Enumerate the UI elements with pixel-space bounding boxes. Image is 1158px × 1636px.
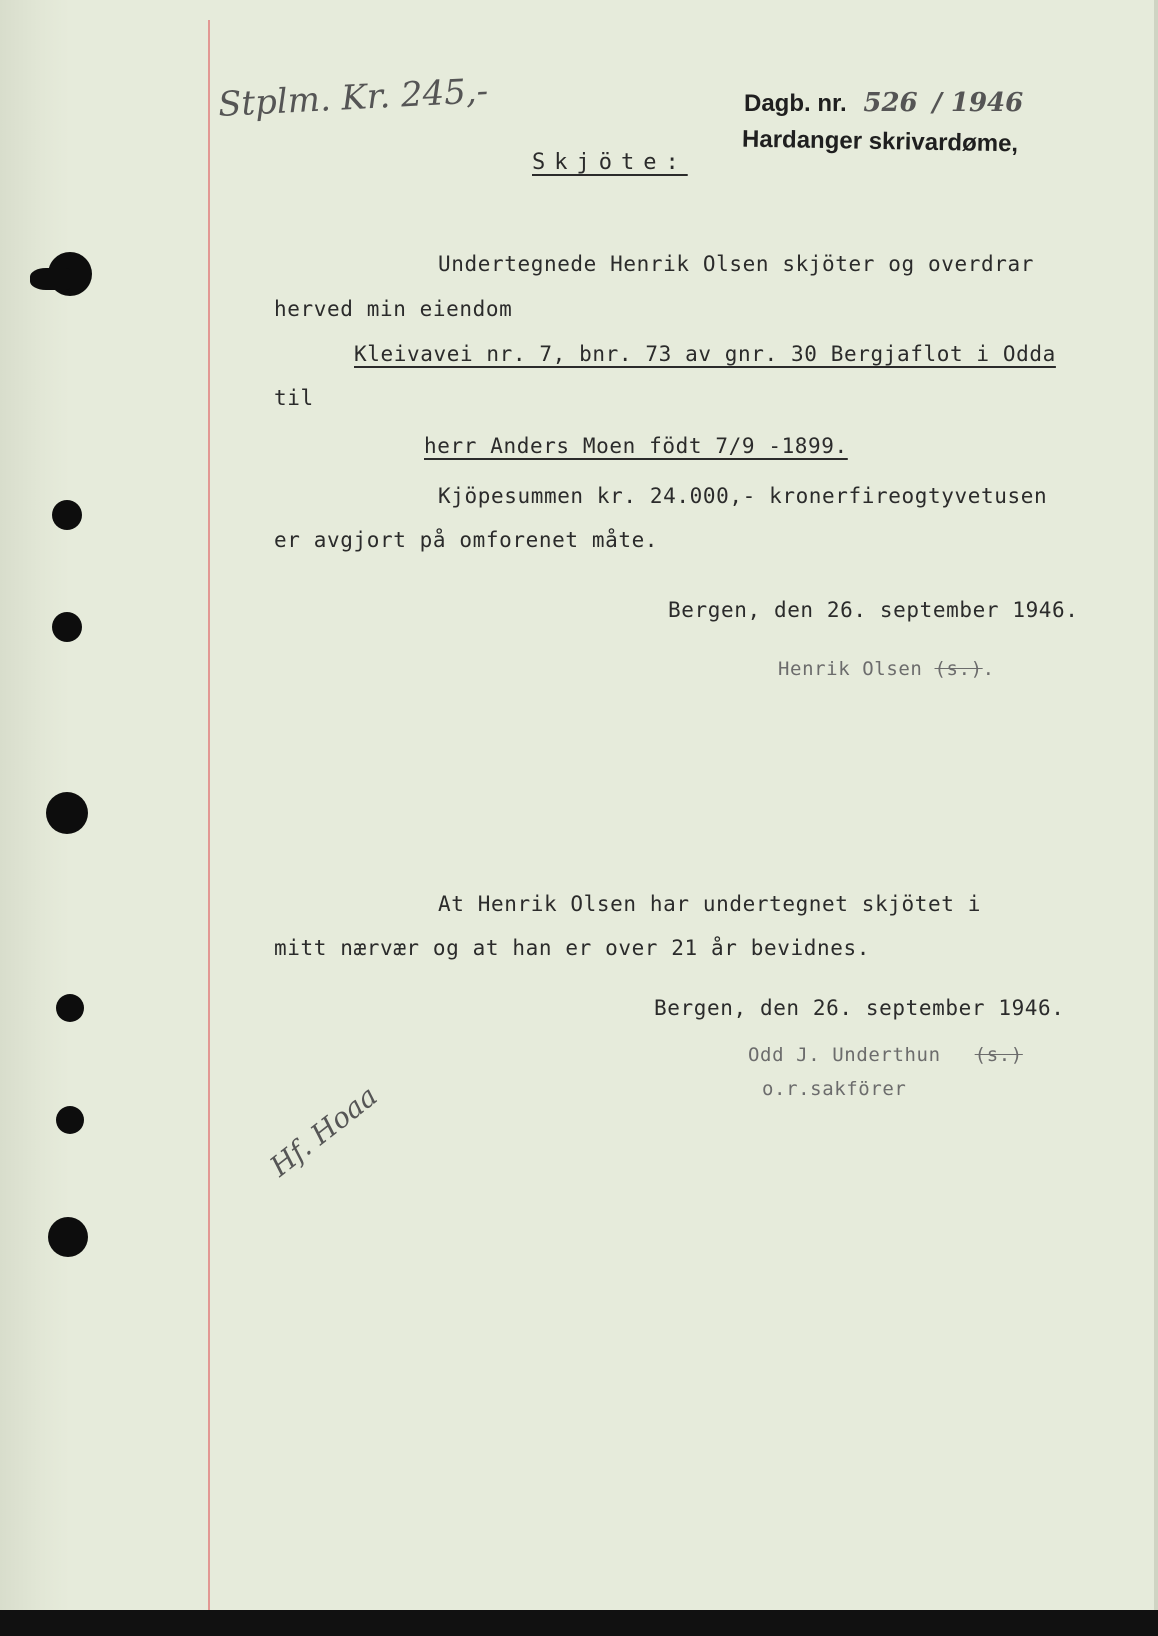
signature-1-name: Henrik Olsen [778,658,923,680]
witness-line-2: mitt nærvær og at han er over 21 år bevidnes. [274,936,870,960]
registry-stamp-line2: Hardanger skrivardøme, [741,125,1019,158]
body-line-2: herved min eiendom [274,297,513,321]
punch-hole [52,500,82,530]
witness-line-1: At Henrik Olsen har undertegnet skjötet i [438,892,981,916]
stamp-handwritten-year: / 1946 [932,88,1024,118]
date-line-2: Bergen, den 26. september 1946. [654,996,1065,1020]
punch-hole-tear [30,268,70,290]
registry-stamp-line1 [744,88,1023,118]
signature-2-title: o.r.sakförer [762,1078,907,1100]
scan-bottom-border [0,1610,1158,1636]
punch-hole [56,994,84,1022]
handwritten-stamp-duty-note: Stplm. Kr. 245,- [217,70,490,126]
property-description: Kleivavei nr. 7, bnr. 73 av gnr. 30 Bergjaflot i Odda [354,342,1056,366]
signature-1 [778,658,995,680]
stamp-prefix: Dagb. nr. [744,90,847,117]
body-til: til [274,386,314,410]
signature-1-end: . [982,658,995,680]
red-margin-rule [208,20,210,1610]
buyer-name: herr Anders Moen födt 7/9 -1899. [424,434,848,458]
signature-2-mark: (s.) [974,1044,1023,1066]
stamp-handwritten-number: 526 [863,88,918,118]
date-line-1: Bergen, den 26. september 1946. [668,598,1079,622]
punch-hole [48,1217,88,1257]
purchase-price-line: Kjöpesummen kr. 24.000,- kronerfireogtyvetusen [438,484,1048,508]
signature-2-name: Odd J. Underthun [748,1044,941,1066]
signature-1-mark: (s.) [934,658,983,680]
punch-hole [46,792,88,834]
body-line-1: Undertegnede Henrik Olsen skjöter og overdrar [438,252,1034,276]
page-right-edge [1154,0,1158,1636]
document-title: Skjöte: [532,150,688,175]
punch-hole [52,612,82,642]
handwritten-initials: Hf. Hoaa [263,1079,384,1183]
signature-2 [748,1044,1023,1066]
punch-hole [56,1106,84,1134]
settlement-line: er avgjort på omforenet måte. [274,528,659,552]
